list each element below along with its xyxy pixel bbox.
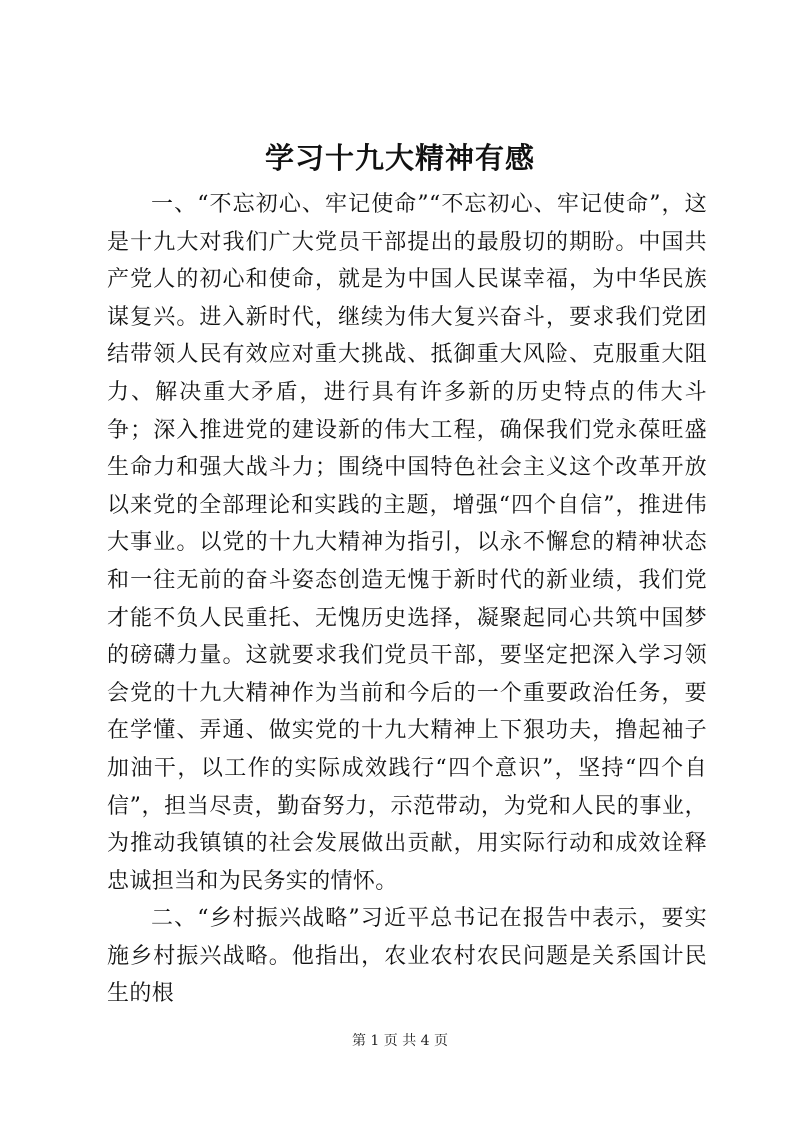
document-body <box>107 186 707 1013</box>
paragraph-2: 二、“乡村振兴战略”习近平总书记在报告中表示，要实施乡村振兴战略。他指出，农业农村农民问题是关系国计民生的根 <box>107 906 707 1007</box>
paragraph-1: 一、“不忘初心、牢记使命”“不忘初心、牢记使命”，这是十九大对我们广大党员干部提出的最殷切的期盼。中国共产党人的初心和使命，就是为中国人民谋幸福，为中华民族谋复兴。进入新时代，继续为伟大复兴奋斗，要求我们党团结带领人民有效应对重大挑战、抵御重大风险、克服重大阻力、解决重大矛盾，进行具有许多新的历史特点的伟大斗争；深入推进党的建设新的伟大工程，确保我们党永葆旺盛生命力和强大战斗力；围绕中国特色社会主义这个改革开放以来党的全部理论和实践的主题，增强“四个自信”，推进伟大事业。以党的十九大精神为指引，以永不懈怠的精神状态和一往无前的奋斗姿态创造无愧于新时代的新业绩，我们党才能不负人民重托、无愧历史选择，凝聚起同心共筑中国梦的磅礴力量。这就要求我们党员干部，要坚定把深入学习领会党的十九大精神作为当前和今后的一个重要政治任务，要在学懂、弄通、做实党的十九大精神上下狠功夫，撸起袖子加油干，以工作的实际成效践行“四个意识”，坚持“四个自信”，担当尽责，勤奋努力，示范带动，为党和人民的事业，为推动我镇镇的社会发展做出贡献，用实际行动和成效诠释忠诚担当和为民务实的情怀。 <box>107 192 707 894</box>
document-title: 学习十九大精神有感 <box>264 141 535 175</box>
page-number-footer: 第 1 页 共 4 页 <box>351 1033 449 1049</box>
